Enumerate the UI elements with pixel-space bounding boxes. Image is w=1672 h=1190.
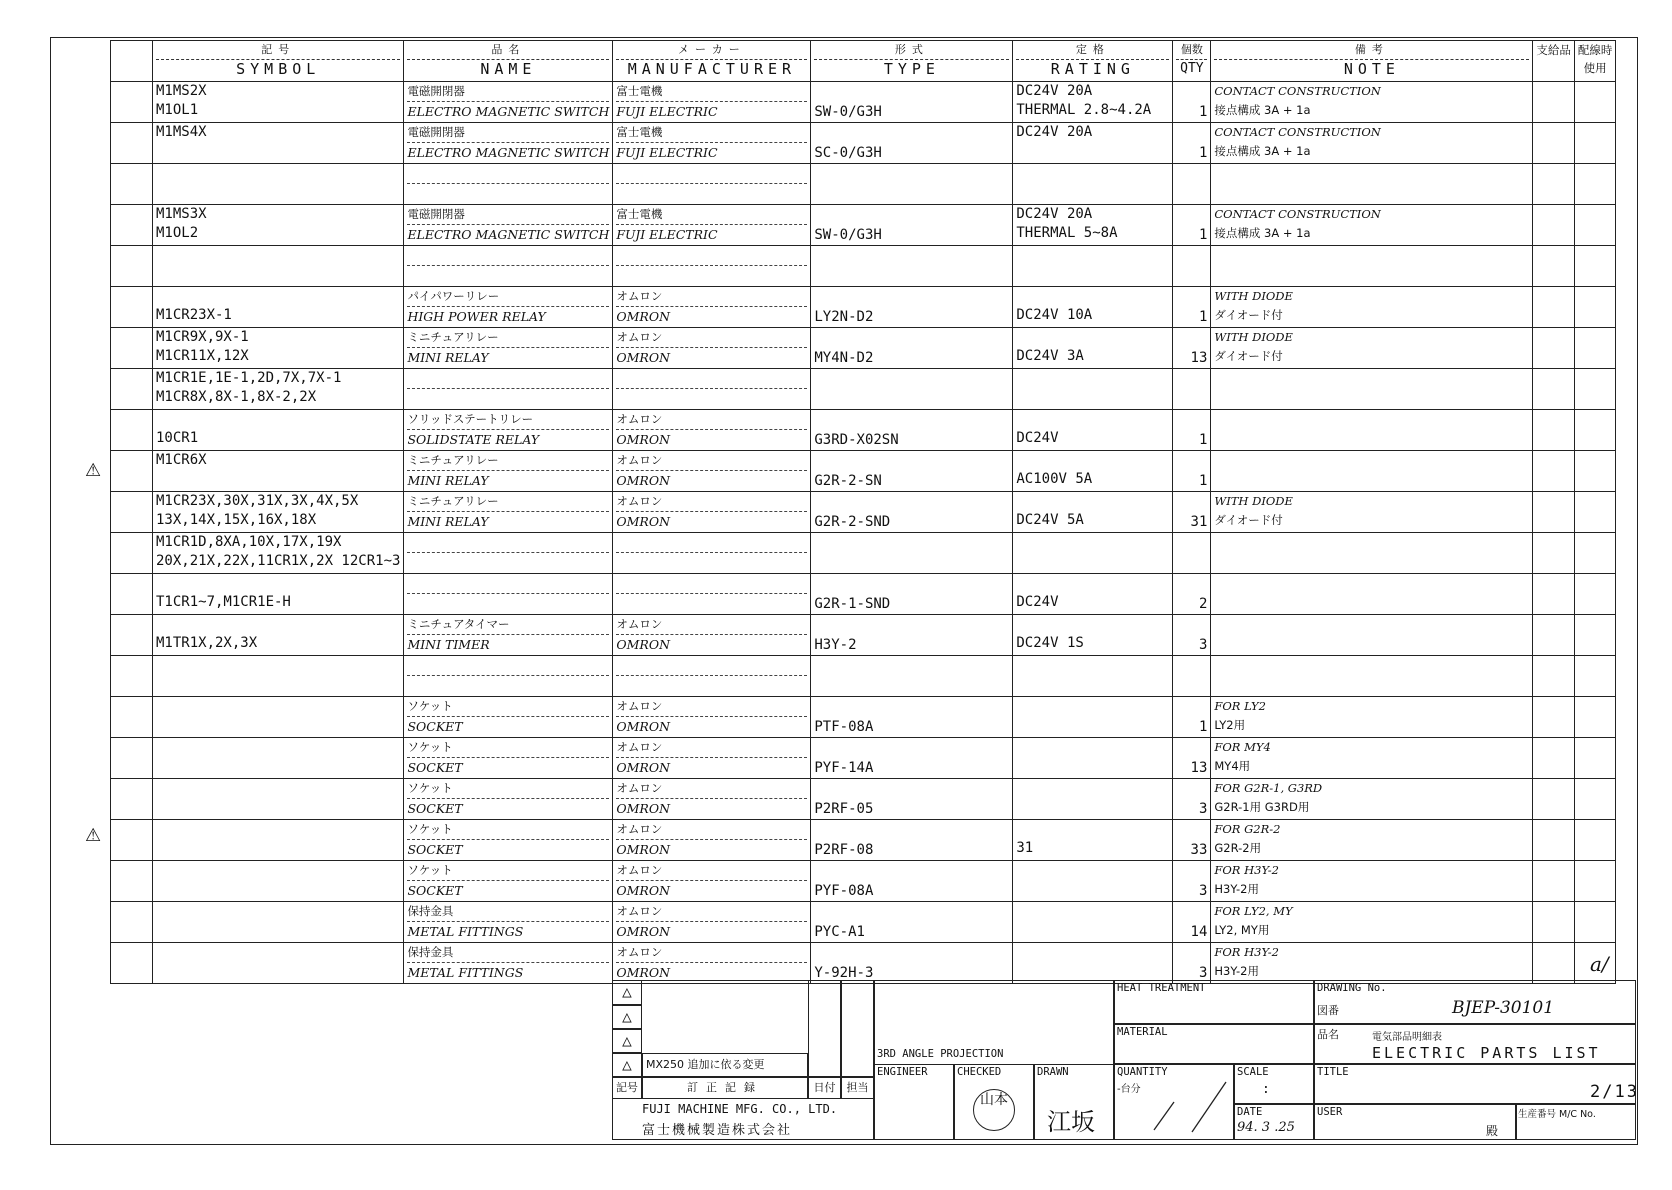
note-cell (1211, 451, 1533, 492)
name-cell: 保持金具 METAL FITTINGS (404, 943, 613, 984)
qty-cell: 3 (1173, 943, 1211, 984)
table-row (111, 369, 1616, 410)
row-index-cell (111, 738, 153, 779)
quantity-sub: -台分 (1117, 1084, 1141, 1095)
table-row (111, 820, 1616, 861)
type-cell (811, 533, 1013, 574)
name-cell: 電磁開閉器 ELECTRO MAGNETIC SWITCH (404, 82, 613, 123)
rating-cell: DC24V (1013, 410, 1173, 451)
qty-cell: 31 (1173, 492, 1211, 533)
revision-mark-icon: △ (612, 1005, 642, 1029)
manufacturer-cell: オムロン OMRON (613, 697, 811, 738)
rating-cell (1013, 369, 1173, 410)
type-cell: PTF-08A (811, 697, 1013, 738)
qty-cell: 13 (1173, 738, 1211, 779)
symbol-cell: M1CR6X (153, 451, 404, 492)
manufacturer-cell: オムロン OMRON (613, 287, 811, 328)
table-row (111, 82, 1616, 123)
type-cell: PYF-08A (811, 861, 1013, 902)
wiring-use-cell (1574, 697, 1616, 738)
qty-cell (1173, 246, 1211, 287)
qty-cell: 2 (1173, 574, 1211, 615)
manufacturer-cell: オムロン OMRON (613, 943, 811, 984)
type-cell: P2RF-08 (811, 820, 1013, 861)
table-row (111, 246, 1616, 287)
type-cell: SW-0/G3H (811, 205, 1013, 246)
date-label: DATE (1237, 1106, 1263, 1118)
note-cell (1211, 410, 1533, 451)
note-cell: FOR LY2, MY LY2, MY用 (1211, 902, 1533, 943)
supplied-cell (1533, 861, 1575, 902)
symbol-cell (153, 738, 404, 779)
qty-cell: 13 (1173, 328, 1211, 369)
manufacturer-cell: 富士電機 FUJI ELECTRIC (613, 205, 811, 246)
row-index-cell (111, 779, 153, 820)
manufacturer-cell: 富士電機 FUJI ELECTRIC (613, 123, 811, 164)
name-cell: ミニチュアリレー MINI RELAY (404, 492, 613, 533)
note-cell: FOR LY2 LY2用 (1211, 697, 1533, 738)
wiring-use-cell (1574, 246, 1616, 287)
symbol-cell: T1CR1~7,M1CR1E-H (153, 574, 404, 615)
note-cell: WITH DIODE ダイオード付 (1211, 328, 1533, 369)
wiring-use-cell (1574, 123, 1616, 164)
table-row (111, 902, 1616, 943)
wiring-use-cell (1574, 574, 1616, 615)
name-cell (404, 533, 613, 574)
supplied-cell (1533, 615, 1575, 656)
manufacturer-cell: オムロン OMRON (613, 410, 811, 451)
page-number: 2/13 (1590, 1082, 1639, 1102)
qty-cell (1173, 533, 1211, 574)
table-row (111, 164, 1616, 205)
title-box (1314, 1064, 1636, 1104)
table-row (111, 861, 1616, 902)
note-cell: FOR G2R-1, G3RD G2R-1用 G3RD用 (1211, 779, 1533, 820)
note-header: 備考 NOTE (1211, 41, 1533, 82)
supplied-cell (1533, 410, 1575, 451)
rating-cell (1013, 697, 1173, 738)
row-index-cell (111, 861, 153, 902)
revision-entry: MX250 追加に依る変更 (642, 1053, 808, 1077)
wiring-use-cell (1574, 451, 1616, 492)
projection-label: 3RD ANGLE PROJECTION (877, 1048, 1004, 1060)
supplied-cell (1533, 902, 1575, 943)
note-cell: CONTACT CONSTRUCTION 接点構成 3A + 1a (1211, 205, 1533, 246)
type-cell: G2R-1-SND (811, 574, 1013, 615)
table-row (111, 410, 1616, 451)
note-cell (1211, 246, 1533, 287)
note-cell (1211, 574, 1533, 615)
drawing-number-label: DRAWING No. (1317, 982, 1387, 994)
row-index-cell (111, 615, 153, 656)
wiring-use-cell (1574, 902, 1616, 943)
note-cell: WITH DIODE ダイオード付 (1211, 492, 1533, 533)
engineer-label: ENGINEER (877, 1066, 928, 1078)
scale-spacer (1234, 1024, 1314, 1064)
qty-cell: 1 (1173, 451, 1211, 492)
rating-cell (1013, 902, 1173, 943)
supplied-cell (1533, 246, 1575, 287)
rating-cell: DC24V 10A (1013, 287, 1173, 328)
wiring-use-cell (1574, 533, 1616, 574)
quantity-label: QUANTITY (1117, 1066, 1168, 1078)
part-name-label-jp: 品名 (1317, 1028, 1339, 1041)
qty-cell: 1 (1173, 410, 1211, 451)
name-cell (404, 246, 613, 287)
supplied-cell (1533, 82, 1575, 123)
type-cell: P2RF-05 (811, 779, 1013, 820)
parts-table (110, 40, 1616, 984)
manufacturer-cell: オムロン OMRON (613, 820, 811, 861)
row-index-cell (111, 369, 153, 410)
manufacturer-cell (613, 246, 811, 287)
part-name-en: ELECTRIC PARTS LIST (1372, 1044, 1601, 1062)
manufacturer-cell: オムロン OMRON (613, 902, 811, 943)
row-index-cell (111, 492, 153, 533)
wiring-use-cell (1574, 82, 1616, 123)
title-label: TITLE (1317, 1066, 1349, 1078)
manufacturer-cell: オムロン OMRON (613, 738, 811, 779)
name-cell: ソケット SOCKET (404, 779, 613, 820)
rating-cell (1013, 779, 1173, 820)
symbol-cell: M1CR9X,9X-1 M1CR11X,12X (153, 328, 404, 369)
type-cell: G3RD-X02SN (811, 410, 1013, 451)
revision-mark-icon: △ (612, 1029, 642, 1053)
row-index-cell (111, 410, 153, 451)
supplied-cell (1533, 779, 1575, 820)
revision-symbol-label: 記号 (612, 1077, 642, 1099)
part-name-jp: 電気部品明細表 (1372, 1032, 1442, 1043)
symbol-cell (153, 656, 404, 697)
symbol-cell (153, 943, 404, 984)
name-cell (404, 369, 613, 410)
rating-header: 定格 RATING (1013, 41, 1173, 82)
wiring-use-cell (1574, 656, 1616, 697)
rating-cell (1013, 943, 1173, 984)
symbol-header: 記号 SYMBOL (153, 41, 404, 82)
wiring-use-cell (1574, 861, 1616, 902)
qty-cell: 1 (1173, 287, 1211, 328)
manufacturer-cell (613, 656, 811, 697)
qty-cell (1173, 164, 1211, 205)
name-cell: 保持金具 METAL FITTINGS (404, 902, 613, 943)
supplied-cell (1533, 369, 1575, 410)
rating-cell: 31 (1013, 820, 1173, 861)
type-cell (811, 369, 1013, 410)
symbol-cell: 10CR1 (153, 410, 404, 451)
rating-cell (1013, 656, 1173, 697)
wiring-use-header: 配線時 使用 (1574, 41, 1616, 82)
qty-cell: 33 (1173, 820, 1211, 861)
name-header: 品名 NAME (404, 41, 613, 82)
supplied-header: 支給品 (1533, 41, 1575, 82)
name-cell (404, 574, 613, 615)
note-cell (1211, 369, 1533, 410)
type-cell (811, 164, 1013, 205)
qty-cell: 1 (1173, 697, 1211, 738)
row-index-cell (111, 205, 153, 246)
row-index-cell (111, 123, 153, 164)
name-cell: ミニチュアリレー MINI RELAY (404, 328, 613, 369)
manufacturer-header: メーカー MANUFACTURER (613, 41, 811, 82)
manufacturer-cell: オムロン OMRON (613, 861, 811, 902)
qty-cell (1173, 656, 1211, 697)
rating-cell: DC24V 5A (1013, 492, 1173, 533)
supplied-cell (1533, 943, 1575, 984)
checked-label: CHECKED (957, 1066, 1002, 1078)
type-cell: LY2N-D2 (811, 287, 1013, 328)
drawing-number: BJEP-30101 (1452, 998, 1555, 1018)
supplied-cell (1533, 287, 1575, 328)
symbol-cell: M1MS2X M1OL1 (153, 82, 404, 123)
table-row (111, 287, 1616, 328)
wiring-use-cell (1574, 328, 1616, 369)
manufacturer-cell: オムロン OMRON (613, 328, 811, 369)
symbol-cell (153, 820, 404, 861)
type-cell: H3Y-2 (811, 615, 1013, 656)
row-index-cell (111, 574, 153, 615)
name-cell (404, 164, 613, 205)
table-row (111, 533, 1616, 574)
note-cell (1211, 615, 1533, 656)
symbol-cell (153, 861, 404, 902)
rating-cell (1013, 533, 1173, 574)
supplied-cell (1533, 656, 1575, 697)
rating-cell: DC24V 20A THERMAL 5~8A (1013, 205, 1173, 246)
wiring-use-cell (1574, 205, 1616, 246)
wiring-use-cell (1574, 779, 1616, 820)
drawn-label: DRAWN (1037, 1066, 1069, 1078)
note-cell: FOR G2R-2 G2R-2用 (1211, 820, 1533, 861)
note-cell: CONTACT CONSTRUCTION 接点構成 3A + 1a (1211, 82, 1533, 123)
scale-label: SCALE (1237, 1066, 1269, 1078)
manufacturer-cell: オムロン OMRON (613, 779, 811, 820)
header-row (111, 41, 1616, 82)
note-cell: FOR H3Y-2 H3Y-2用 (1211, 861, 1533, 902)
symbol-cell (153, 164, 404, 205)
table-row (111, 123, 1616, 164)
manufacturer-cell (613, 533, 811, 574)
table-row (111, 738, 1616, 779)
rating-cell (1013, 861, 1173, 902)
rating-cell (1013, 164, 1173, 205)
symbol-cell: M1CR1D,8XA,10X,17X,19X 20X,21X,22X,11CR1X,2X 12CR1~3 (153, 533, 404, 574)
qty-cell: 14 (1173, 902, 1211, 943)
note-cell: FOR H3Y-2 H3Y-2用 (1211, 943, 1533, 984)
type-cell: SW-0/G3H (811, 82, 1013, 123)
margin-handwritten-note: a/ (1590, 952, 1609, 976)
row-index-cell (111, 656, 153, 697)
qty-cell: 3 (1173, 861, 1211, 902)
revision-warning-icon: ⚠ (85, 460, 102, 481)
revision-person-column (841, 980, 874, 1077)
name-cell: パイパワーリレー HIGH POWER RELAY (404, 287, 613, 328)
wiring-use-cell (1574, 410, 1616, 451)
qty-cell: 1 (1173, 82, 1211, 123)
revision-record-label: 訂正記録 (642, 1077, 808, 1099)
symbol-cell: M1CR1E,1E-1,2D,7X,7X-1 M1CR8X,8X-1,8X-2,2X (153, 369, 404, 410)
row-index-cell (111, 328, 153, 369)
company-name-jp: 富士機械製造株式会社 (642, 1123, 793, 1138)
table-row (111, 451, 1616, 492)
row-index-cell (111, 902, 153, 943)
manufacturer-cell: オムロン OMRON (613, 451, 811, 492)
rating-cell (1013, 246, 1173, 287)
table-row (111, 779, 1616, 820)
name-cell: 電磁開閉器 ELECTRO MAGNETIC SWITCH (404, 123, 613, 164)
type-cell: Y-92H-3 (811, 943, 1013, 984)
user-label: USER (1317, 1106, 1343, 1118)
manufacturer-cell (613, 369, 811, 410)
note-cell: FOR MY4 MY4用 (1211, 738, 1533, 779)
index-header (111, 41, 153, 82)
supplied-cell (1533, 328, 1575, 369)
revision-mark-icon: △ (612, 980, 642, 1005)
type-cell: PYF-14A (811, 738, 1013, 779)
note-cell: CONTACT CONSTRUCTION 接点構成 3A + 1a (1211, 123, 1533, 164)
company-name-en: FUJI MACHINE MFG. CO., LTD. (642, 1102, 838, 1116)
supplied-cell (1533, 820, 1575, 861)
symbol-cell: M1MS3X M1OL2 (153, 205, 404, 246)
title-block (612, 980, 1639, 1140)
manufacturer-cell: オムロン OMRON (613, 492, 811, 533)
note-cell (1211, 533, 1533, 574)
supplied-cell (1533, 574, 1575, 615)
heat-treatment-label: HEAT TREATMENT (1117, 982, 1206, 994)
rating-cell: DC24V 3A (1013, 328, 1173, 369)
rating-cell: DC24V (1013, 574, 1173, 615)
rating-cell: DC24V 1S (1013, 615, 1173, 656)
rating-cell (1013, 738, 1173, 779)
table-row (111, 205, 1616, 246)
note-cell (1211, 164, 1533, 205)
supplied-cell (1533, 533, 1575, 574)
name-cell: ソケット SOCKET (404, 738, 613, 779)
wiring-use-cell (1574, 615, 1616, 656)
rating-cell: DC24V 20A THERMAL 2.8~4.2A (1013, 82, 1173, 123)
manufacturer-cell: 富士電機 FUJI ELECTRIC (613, 82, 811, 123)
qty-cell (1173, 369, 1211, 410)
symbol-cell (153, 779, 404, 820)
row-index-cell (111, 451, 153, 492)
rating-cell: DC24V 20A (1013, 123, 1173, 164)
table-row (111, 697, 1616, 738)
row-index-cell (111, 164, 153, 205)
supplied-cell (1533, 164, 1575, 205)
wiring-use-cell (1574, 820, 1616, 861)
wiring-use-cell (1574, 369, 1616, 410)
row-index-cell (111, 533, 153, 574)
qty-cell: 1 (1173, 123, 1211, 164)
supplied-cell (1533, 697, 1575, 738)
type-cell (811, 656, 1013, 697)
supplied-cell (1533, 492, 1575, 533)
drawing-number-label-jp: 図番 (1317, 1004, 1339, 1017)
table-row (111, 574, 1616, 615)
row-index-cell (111, 943, 153, 984)
supplied-cell (1533, 123, 1575, 164)
symbol-cell (153, 246, 404, 287)
row-index-cell (111, 82, 153, 123)
checked-stamp: 山本 (973, 1089, 1015, 1131)
type-cell: MY4N-D2 (811, 328, 1013, 369)
type-cell (811, 246, 1013, 287)
type-cell: G2R-2-SN (811, 451, 1013, 492)
name-cell: ソケット SOCKET (404, 820, 613, 861)
table-row (111, 328, 1616, 369)
symbol-cell: M1CR23X-1 (153, 287, 404, 328)
qty-header: 個数 QTY (1173, 41, 1211, 82)
material-label: MATERIAL (1117, 1026, 1168, 1038)
user-suffix: 殿 (1486, 1124, 1499, 1138)
manufacturer-cell: オムロン OMRON (613, 615, 811, 656)
name-cell: ソリッドステートリレー SOLIDSTATE RELAY (404, 410, 613, 451)
qty-cell: 3 (1173, 615, 1211, 656)
name-cell (404, 656, 613, 697)
table-row (111, 943, 1616, 984)
type-cell: PYC-A1 (811, 902, 1013, 943)
name-cell: 電磁開閉器 ELECTRO MAGNETIC SWITCH (404, 205, 613, 246)
table-row (111, 615, 1616, 656)
name-cell: ソケット SOCKET (404, 697, 613, 738)
type-cell: SC-0/G3H (811, 123, 1013, 164)
qty-cell: 1 (1173, 205, 1211, 246)
name-cell: ミニチュアタイマー MINI TIMER (404, 615, 613, 656)
supplied-cell (1533, 738, 1575, 779)
symbol-cell: M1MS4X (153, 123, 404, 164)
qty-cell: 3 (1173, 779, 1211, 820)
name-cell: ソケット SOCKET (404, 861, 613, 902)
supplied-cell (1533, 205, 1575, 246)
table-row (111, 492, 1616, 533)
note-cell (1211, 656, 1533, 697)
scale-value: : (1262, 1082, 1270, 1097)
row-index-cell (111, 287, 153, 328)
symbol-cell: M1CR23X,30X,31X,3X,4X,5X 13X,14X,15X,16X,18X (153, 492, 404, 533)
wiring-use-cell (1574, 164, 1616, 205)
symbol-cell (153, 697, 404, 738)
row-index-cell (111, 697, 153, 738)
symbol-cell (153, 902, 404, 943)
revision-warning-icon: ⚠ (85, 825, 102, 846)
manufacturer-cell (613, 164, 811, 205)
supplied-cell (1533, 451, 1575, 492)
row-index-cell (111, 246, 153, 287)
revision-person-label: 担当 (841, 1077, 874, 1099)
name-cell: ミニチュアリレー MINI RELAY (404, 451, 613, 492)
type-cell: G2R-2-SND (811, 492, 1013, 533)
quantity-slash-mark (1144, 1072, 1234, 1138)
drawn-signature: 江坂 (1047, 1108, 1095, 1136)
mc-number-label: 生産番号 M/C No. (1518, 1109, 1596, 1120)
manufacturer-cell (613, 574, 811, 615)
row-index-cell (111, 820, 153, 861)
type-header: 形式 TYPE (811, 41, 1013, 82)
rating-cell: AC100V 5A (1013, 451, 1173, 492)
wiring-use-cell (1574, 492, 1616, 533)
table-row (111, 656, 1616, 697)
revision-date-label: 日付 (808, 1077, 841, 1099)
wiring-use-cell (1574, 287, 1616, 328)
symbol-cell: M1TR1X,2X,3X (153, 615, 404, 656)
wiring-use-cell (1574, 738, 1616, 779)
revision-date-column (808, 980, 841, 1077)
date-value: 94. 3 .25 (1237, 1120, 1295, 1135)
note-cell: WITH DIODE ダイオード付 (1211, 287, 1533, 328)
revision-mark-icon: △ (612, 1053, 642, 1077)
